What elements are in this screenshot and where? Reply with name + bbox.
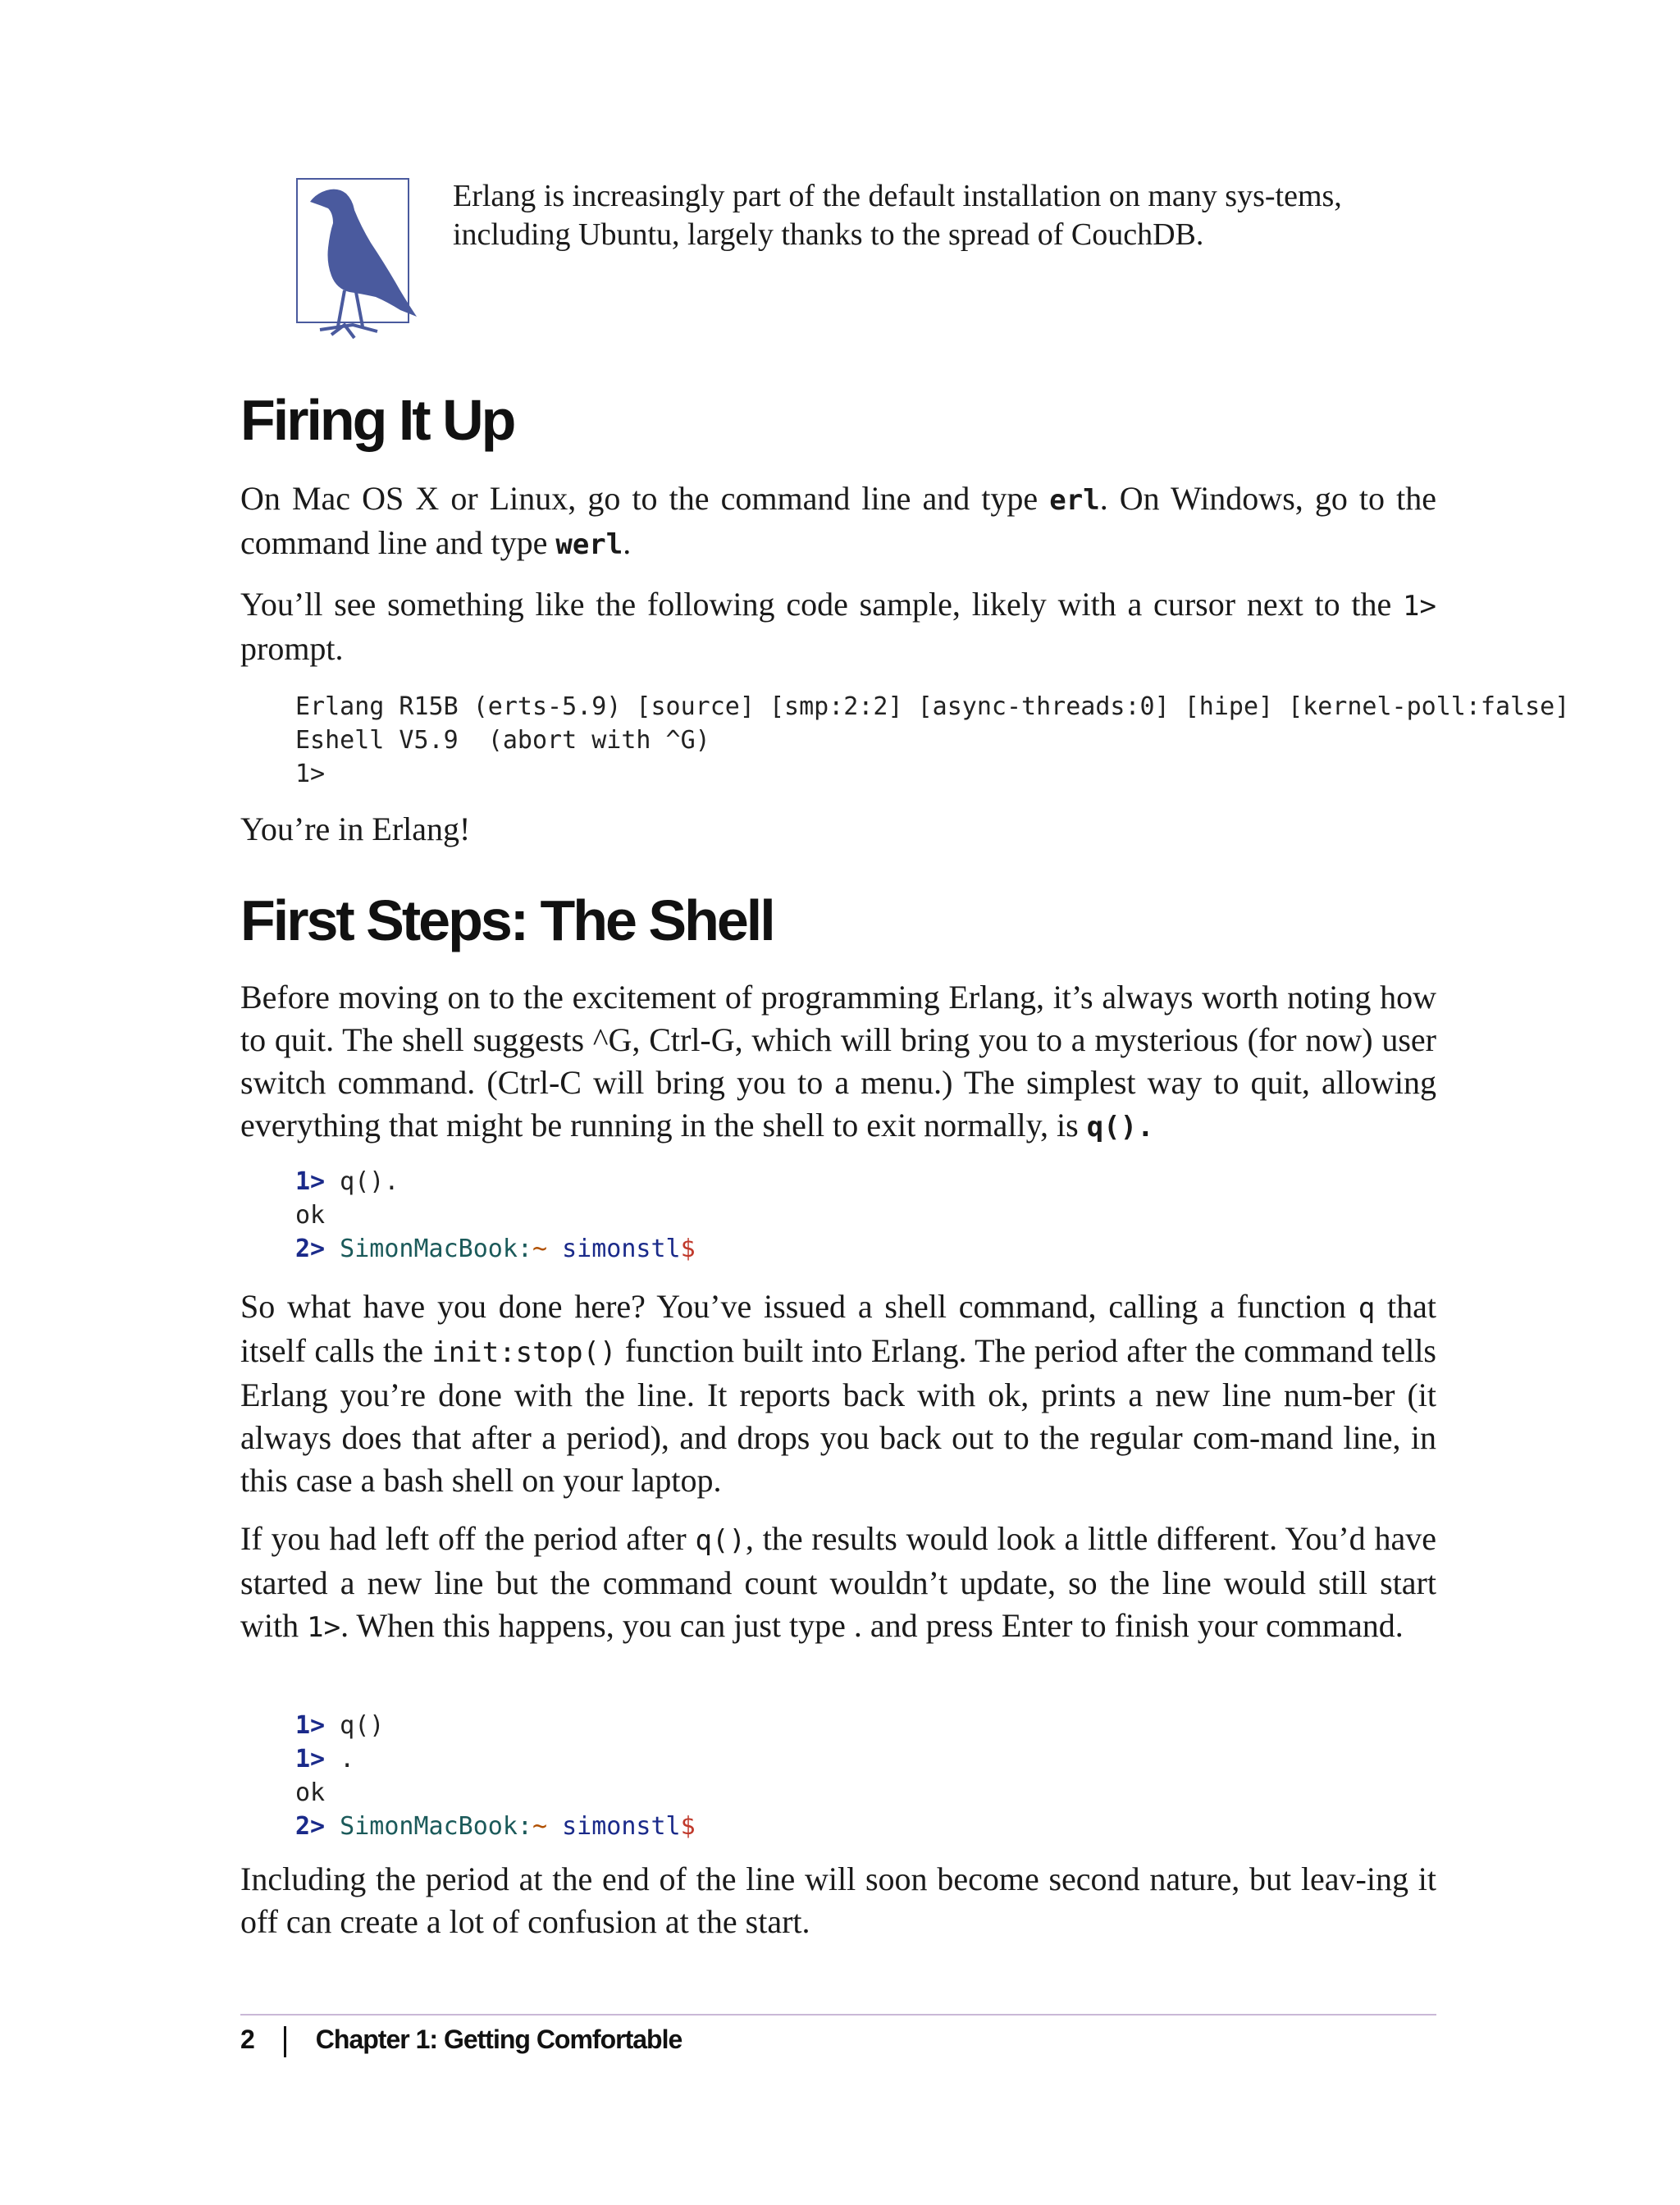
footer-rule: [240, 2014, 1436, 2016]
code-block-quit-no-period: 1> q() 1> . ok 2> SimonMacBook:~ simonstl$: [295, 1711, 696, 1841]
page-number: 2: [240, 2025, 254, 2054]
section-heading-first-steps: First Steps: The Shell: [240, 888, 774, 952]
paragraph: If you had left off the period after q(), the results would look a little different. You’d have started a new line but the command count wouldn’t update, so the line would still start with 1>. When this happens, you can just type . and press Enter to finish your command.: [240, 1520, 1436, 1644]
paragraph: You’re in Erlang!: [240, 810, 471, 847]
paragraph: Before moving on to the excitement of programming Erlang, it’s always worth noting how to quit. The shell suggests ^G, Ctrl-G, which will bring you to a mysterious (for now) user switch command. (Ctrl-C will bring you to a menu.) The simplest way to quit, allowing everything that might be running in the shell to exit normally, is q().: [240, 979, 1436, 1144]
crow-icon: [295, 177, 427, 345]
note-text: Erlang is increasingly part of the default installation on many sys-tems, including Ubuntu, largely thanks to the spread of CouchDB.: [453, 179, 1342, 252]
section-heading-firing-it-up: Firing It Up: [240, 388, 514, 452]
paragraph: On Mac OS X or Linux, go to the command line and type erl. On Windows, go to the command line and type werl.: [240, 480, 1436, 561]
paragraph: Including the period at the end of the line will soon become second nature, but leav-ing it off can create a lot of confusion at the start.: [240, 1860, 1436, 1940]
page-footer: [240, 2025, 682, 2057]
paragraph: You’ll see something like the following code sample, likely with a cursor next to the 1> prompt.: [240, 586, 1436, 667]
footer-separator: [284, 2026, 286, 2057]
code-block-quit: 1> q(). ok 2> SimonMacBook:~ simonstl$: [295, 1167, 696, 1263]
chapter-title: Chapter 1: Getting Comfortable: [315, 2025, 682, 2054]
paragraph: So what have you done here? You’ve issued a shell command, calling a function q that itself calls the init:stop() function built into Erlang. The period after the command tells Erlang you’re done with the line. It reports back with ok, prints a new line num-ber (it always does that after a period), and drops you back out to the regular com-mand line, in this case a bash shell on your laptop.: [240, 1288, 1436, 1499]
code-block-erlang-banner: Erlang R15B (erts-5.9) [source] [smp:2:2] [async-threads:0] [hipe] [kernel-poll:false] Eshell V5.9 (abort with ^G) 1>: [295, 692, 1570, 788]
